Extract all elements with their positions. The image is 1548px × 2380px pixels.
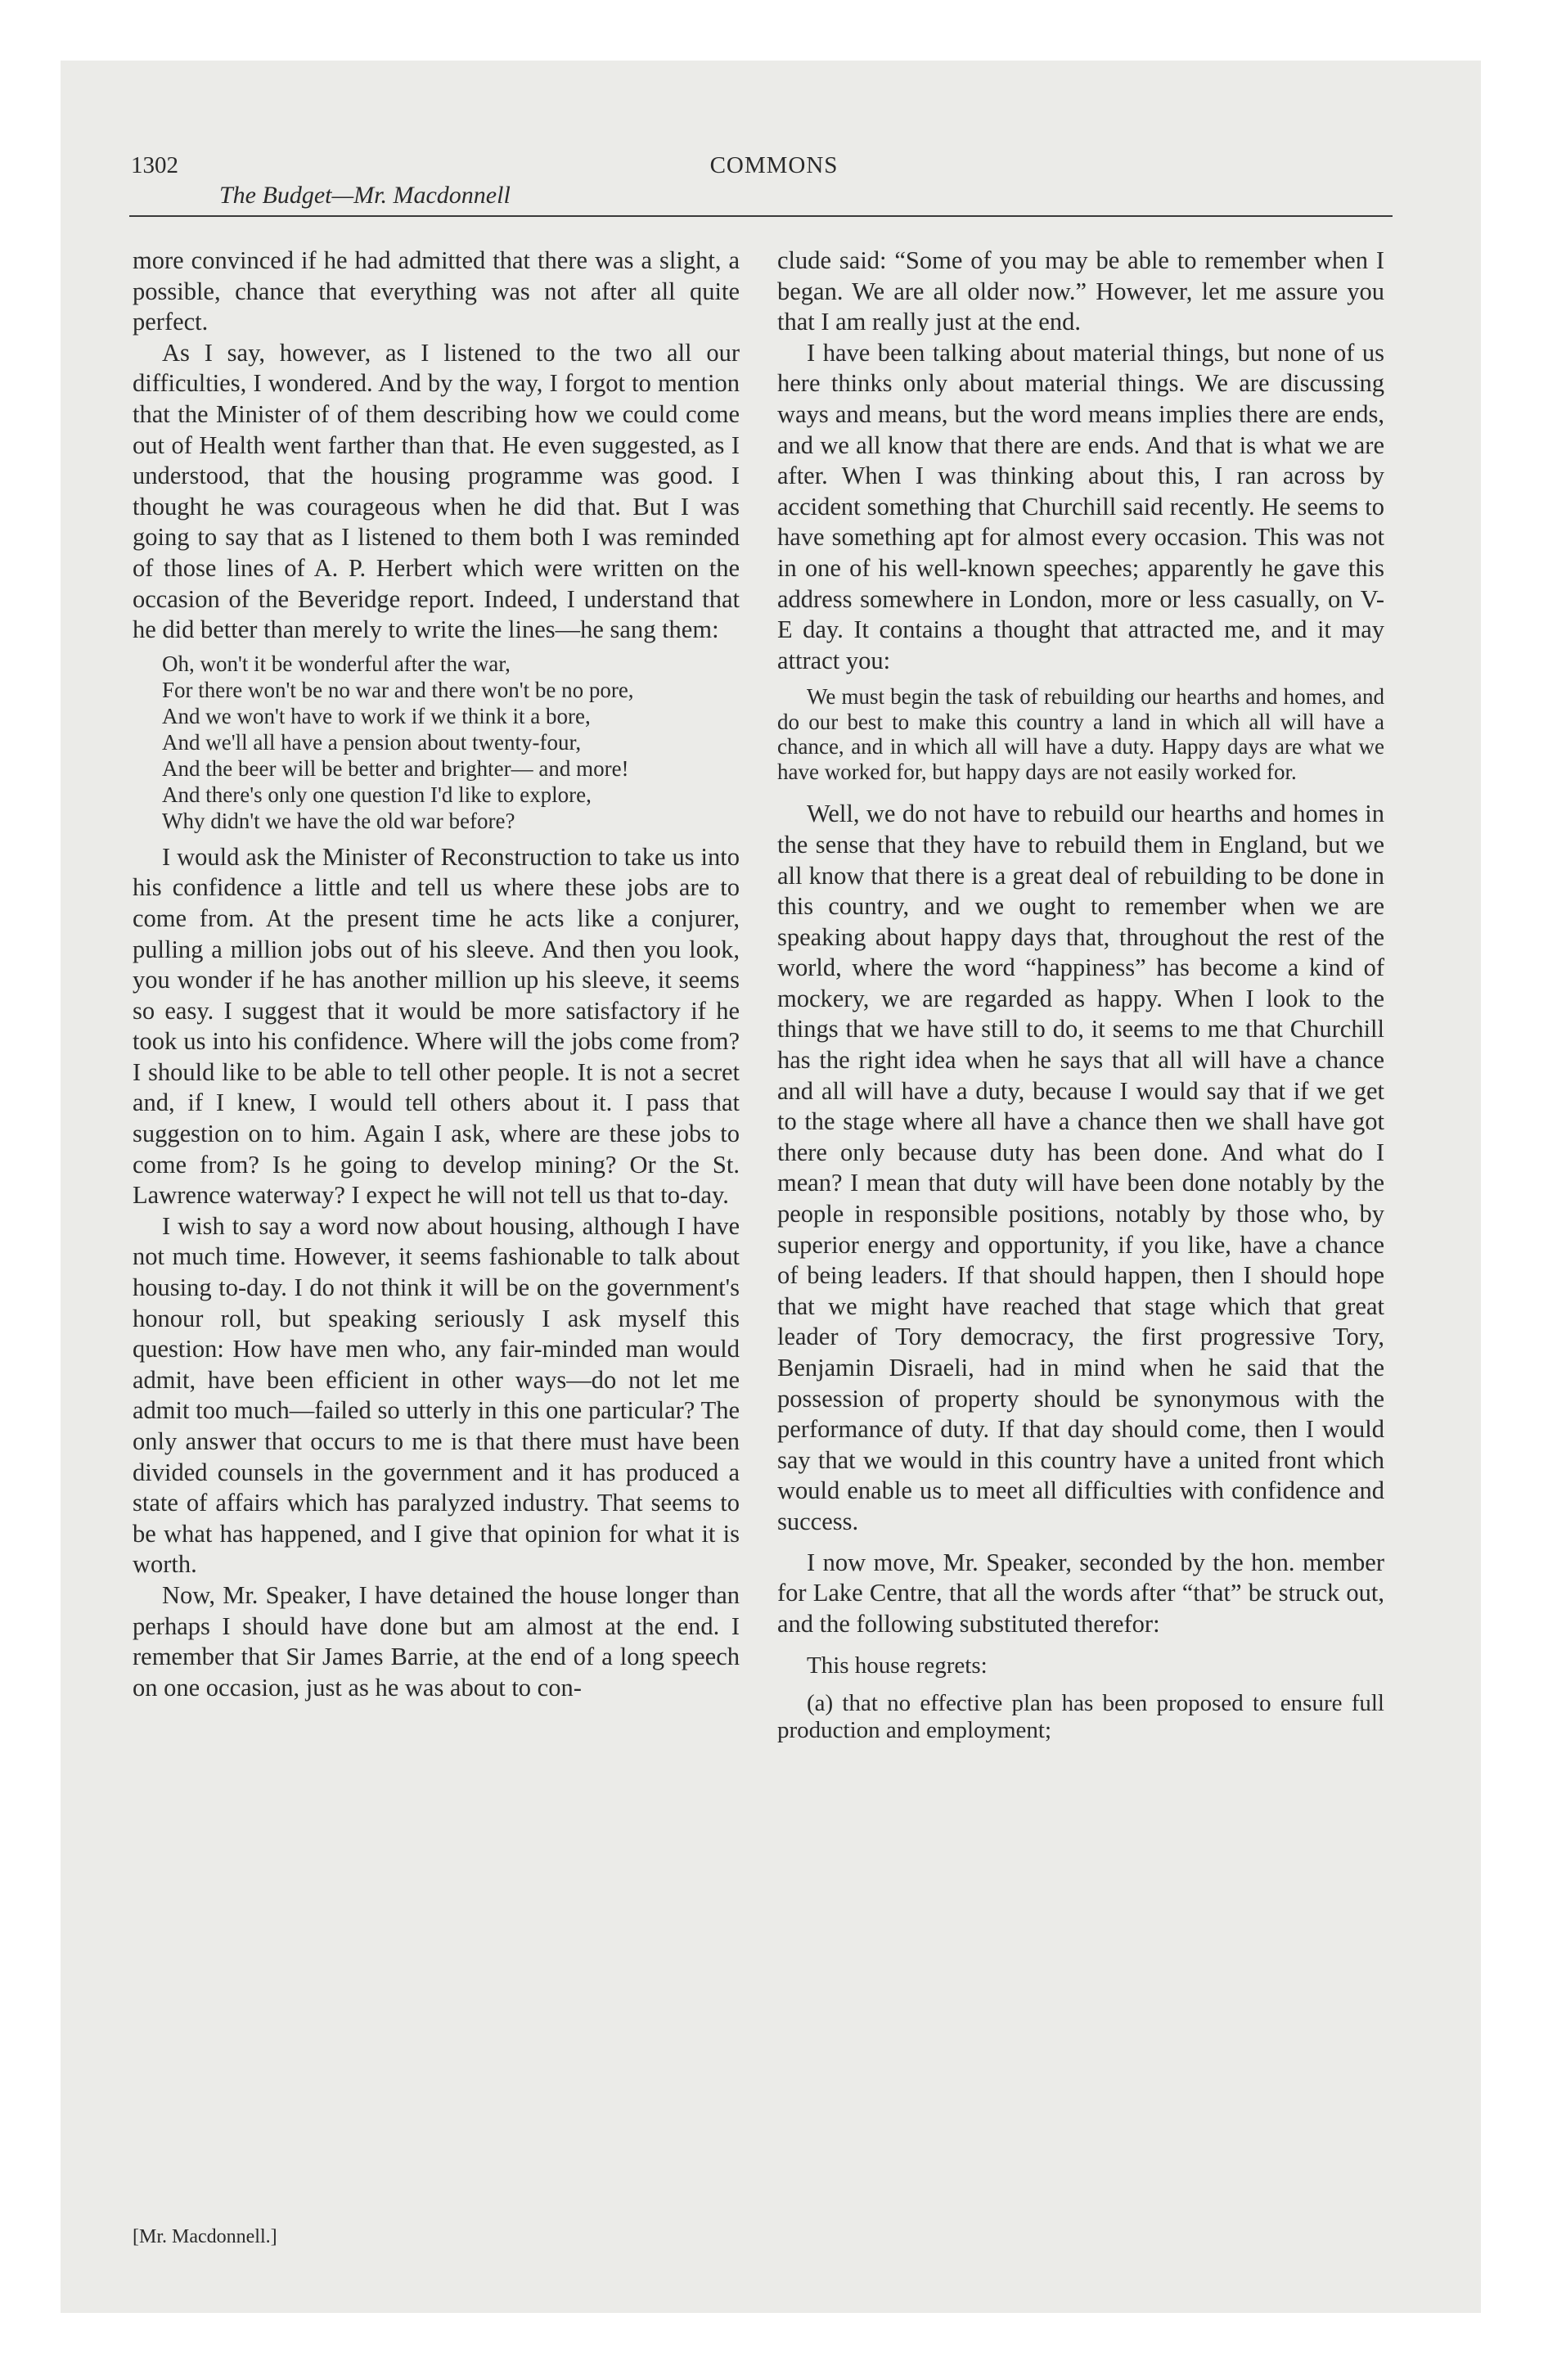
motion-item: (a) that no effective plan has been proposed to ensure full production and employment; [777, 1689, 1384, 1743]
speaker-tag: [Mr. Macdonnell.] [133, 2226, 277, 2247]
verse-line: Oh, won't it be wonderful after the war, [162, 651, 511, 676]
paragraph: As I say, however, as I listened to the two all our difficulties, I wondered. And by the way, I forgot to mention that the Minister of of them describing how we could come out of Health went farther than that. He even suggested, as I understood, that the housing programme was good. I thought he was courageous when he did that. But I was going to say that as I listened to them both I was reminded of those lines of A. P. Herbert which were written on the occasion of the Beveridge report. Indeed, I understand that he did better than merely to write the lines—he sang them: [133, 338, 740, 644]
verse-line: For there won't be no war and there won't be no pore, [162, 677, 634, 702]
paragraph: I would ask the Minister of Reconstruction to take us into his confidence a little and tell us where these jobs are to come from. At the present time he acts like a conjurer, pulling a million jobs out of his sleeve. And then you look, you wonder if he has another million up his sleeve, it seems so easy. I suggest that it would be more satisfactory if he took us into his confidence. Where will the jobs come from? I should like to be able to tell other people. It is not a secret and, if I knew, I would tell others about it. I pass that suggestion on to him. Again I ask, where are these jobs to come from? Is he going to develop mining? Or the St. Lawrence waterway? I expect he will not tell us that to-day. [133, 842, 740, 1210]
running-title: The Budget—Mr. Macdonnell [219, 182, 511, 209]
paragraph: I have been talking about material things, but none of us here thinks only about material things. We are discussing ways and means, but the word means implies there are ends, and we all know that there are ends. And that is what we are after. When I was thinking about this, I ran across by accident something that Churchill said recently. He seems to have something apt for almost every occasion. This was not in one of his well-known speeches; apparently he gave this address somewhere in London, more or less casually, on V-E day. It contains a thought that attracted me, and it may attract you: [777, 338, 1384, 674]
verse-line: And we won't have to work if we think it a bore, [162, 703, 591, 728]
paragraph: I wish to say a word now about housing, although I have not much time. However, it seems fashionable to talk about housing to-day. I do not think it will be on the government's honour roll, but speaking seriously I ask myself this question: How have men who, any fair-minded man would admit, have been efficient in other ways—do not let me admit too much—failed so utterly in this one particular? The only answer that occurs to me is that there must have been divided counsels in the government and it has produced a state of affairs which has paralyzed industry. That seems to be what has happened, and I give that opinion for what it is worth. [133, 1211, 740, 1579]
paragraph: more convinced if he had admitted that there was a slight, a possible, chance that everything was not after all quite perfect. [133, 246, 740, 336]
verse-quotation [162, 651, 740, 834]
motion-lead: This house regrets: [807, 1652, 988, 1679]
right-column [777, 246, 1384, 1744]
paragraph: Now, Mr. Speaker, I have detained the house longer than perhaps I should have done but am almost at the end. I remember that Sir James Barrie, at the end of a long speech on one occasion, just as he was about to con- [133, 1580, 740, 1702]
paragraph: clude said: “Some of you may be able to remember when I began. We are all older now.” However, let me assure you that I am really just at the end. [777, 246, 1384, 336]
paragraph: Well, we do not have to rebuild our hearths and homes in the sense that they have to rebuild them in England, but we all know that there is a great deal of rebuilding to be done in this country, and we ought to remember when we are speaking about happy days that, throughout the rest of the world, where the word “happiness” has become a kind of mockery, we are regarded as happy. When I look to the things that we have still to do, it seems to me that Churchill has the right idea when he says that all will have a chance and all will have a duty, because I would say that if we get to the stage where all have a chance then we shall have got there only because duty has been done. And what do I mean? I mean that duty will have been done notably by the people in responsible positions, notably by those who, by superior energy and opportunity, if you like, have a chance of being leaders. If that should happen, then I should hope that we might have reached that stage which that great leader of Tory democracy, the first progressive Tory, Benjamin Disraeli, had in mind when he said that the possession of property should be synonymous with the performance of duty. If that day should come, then I would say that we would in this country have a united front which would enable us to meet all difficulties with confidence and success. [777, 800, 1384, 1535]
verse-line: Why didn't we have the old war before? [162, 808, 515, 833]
verse-line: And there's only one question I'd like to explore, [162, 782, 592, 807]
churchill-quotation: We must begin the task of rebuilding our hearths and homes, and do our best to make this country a land in which all will have a chance, and in which all will have a duty. Happy days are what we have worked for, but happy days are not easily worked for. [777, 684, 1384, 784]
verse-line: And we'll all have a pension about twenty-four, [162, 729, 582, 755]
left-column [133, 246, 740, 1703]
chamber-heading: COMMONS [709, 152, 839, 178]
verse-line: And the beer will be better and brighter— and more! [162, 755, 629, 781]
paragraph: I now move, Mr. Speaker, seconded by the hon. member for Lake Centre, that all the words after “that” be struck out, and the following substituted therefor: [777, 1548, 1384, 1638]
header-rule [129, 215, 1393, 217]
page-number: 1302 [131, 152, 178, 178]
